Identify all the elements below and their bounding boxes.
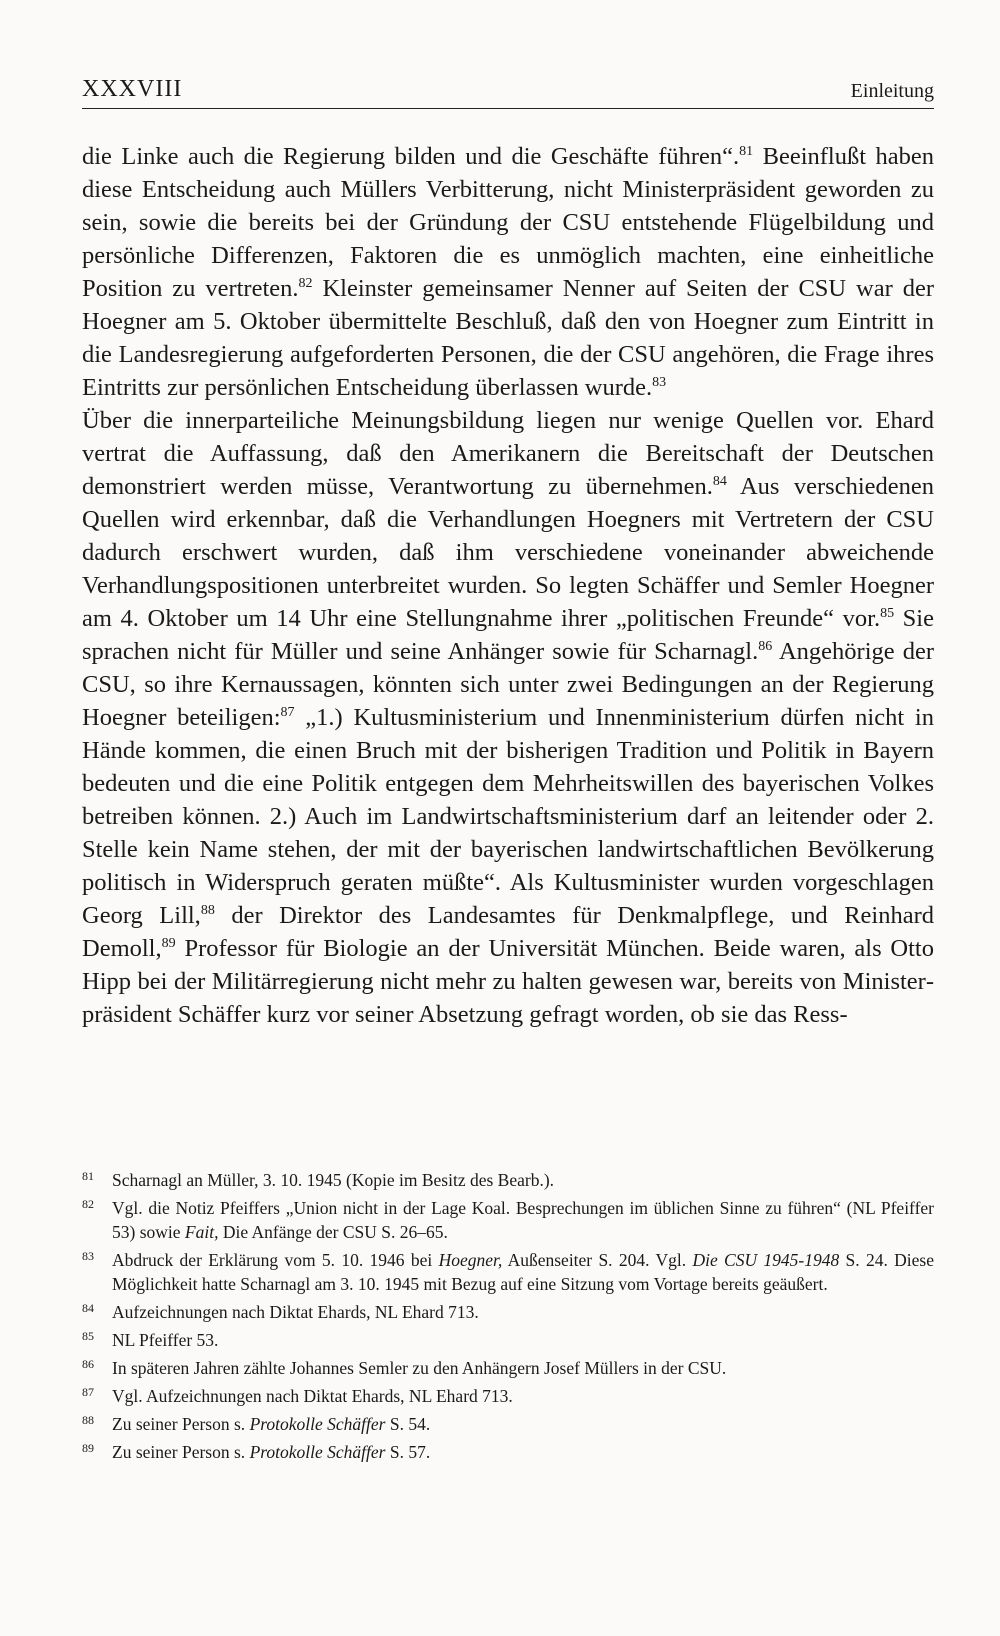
text-run: Aus verschiedenen Quellen wird erkennbar, daß die Verhandlungen Hoegners mit Vertretern der CSU dadurch erschwert wurden, daß ihm verschiedene voneinander abweichende Verhandlungspositionen unterbreitet wurden. So legten Schäffer und Semler Hoegner am 4. Oktober um 14 Uhr eine Stellungnahme ihrer „politischen Freunde“ vor. — [82, 473, 934, 632]
footnote — [82, 1384, 934, 1408]
text-run: Professor für Biologie an der Universität München. Beide waren, als Otto Hipp bei der Militärregierung nicht mehr zu halten gewesen war, bereits von Ministerpräsident Schäffer kurz vor seiner Absetzung gefragt worden, ob sie das Ress- — [82, 935, 934, 1028]
text-run: „1.) Kultusministerium und Innenministerium dürfen nicht in Hände kommen, die einen Bruch mit der bisherigen Tradition und Politik in Bayern bedeuten und die eine Politik entgegen dem Mehrheitswillen des bayerischen Volkes betreiben können. 2.) Auch im Landwirtschaftsministerium darf an leitender oder 2. Stelle kein Name stehen, der mit der bayerischen landwirtschaftlichen Bevölkerung politisch in Widerspruch geraten müßte“. Als Kultusminister wurden vorgeschlagen Georg Lill, — [82, 704, 934, 929]
footnote-text: Scharnagl an Müller, 3. 10. 1945 (Kopie im Besitz des Bearb.). — [112, 1170, 555, 1190]
text-run: S. 54. — [385, 1414, 431, 1434]
footnote-number: 88 — [82, 1413, 94, 1427]
text-run: Vgl. die Notiz Pfeiffers „Union nicht in der Lage Koal. Besprechungen im üblichen Sinne zu führen“ (NL Pfeiffer 53) sowie — [112, 1198, 934, 1242]
body-text — [82, 140, 934, 1031]
section-title: Einleitung — [850, 80, 934, 102]
text-run: Beeinflußt haben diese Entscheidung auch Müllers Verbitterung, nicht Ministerpräsident geworden zu sein, sowie die bereits bei der Gründung der CSU entstehende Flügelbildung und persönliche Differenzen, Faktoren die es unmöglich machten, eine einheitliche Position zu vertreten. — [82, 143, 934, 302]
footnote-text — [112, 1412, 934, 1436]
running-header — [82, 72, 934, 109]
text-run: Kleinster gemeinsamer Nenner auf Seiten der CSU war der Hoegner am 5. Oktober übermittelte Beschluß, daß den von Hoegner zum Eintritt in die Landesregierung aufgeforderten Personen, die der CSU angehören, die Frage ihres Eintritts zur persönlichen Entscheidung überlassen wurde. — [82, 275, 934, 401]
footnote-number: 89 — [82, 1441, 94, 1455]
text-run: Außenseiter S. 204. Vgl. — [502, 1250, 693, 1270]
footnote-text: NL Pfeiffer 53. — [112, 1330, 219, 1350]
text-run: Angehörige der CSU, so ihre Kernaussagen, könnten sich unter zwei Bedingungen an der Regierung Hoegner beteiligen: — [82, 638, 934, 731]
footnote-text — [112, 1196, 934, 1244]
footnote-number: 85 — [82, 1329, 94, 1343]
title-italic: Die CSU 1945-1948 — [692, 1250, 840, 1270]
title-italic: Protokolle Schäffer — [249, 1414, 386, 1434]
text-run: S. 57. — [385, 1442, 431, 1462]
footnote — [82, 1196, 934, 1244]
footnote-ref: 87 — [280, 704, 295, 720]
footnote — [82, 1328, 934, 1352]
footnote-number: 81 — [82, 1169, 94, 1183]
paragraph — [82, 140, 934, 404]
footnote — [82, 1300, 934, 1324]
footnote-number: 86 — [82, 1357, 94, 1371]
footnote-text: Vgl. Aufzeichnungen nach Diktat Ehards, NL Ehard 713. — [112, 1386, 513, 1406]
text-run: Abdruck der Erklärung vom 5. 10. 1946 bei — [112, 1250, 439, 1270]
footnote-ref: 83 — [652, 374, 667, 390]
author-italic: Hoegner, — [438, 1250, 503, 1270]
footnote — [82, 1168, 934, 1192]
footnote — [82, 1356, 934, 1380]
footnote-text — [112, 1248, 934, 1296]
page-number: XXXVIII — [82, 76, 183, 102]
title-italic: Protokolle Schäffer — [249, 1442, 386, 1462]
footnote-ref: 89 — [161, 935, 176, 951]
text-run: die Linke auch die Regierung bilden und die Geschäfte führen“. — [82, 143, 740, 170]
footnote-number: 83 — [82, 1249, 94, 1263]
paragraph — [82, 404, 934, 1031]
footnote-text: Aufzeichnungen nach Diktat Ehards, NL Ehard 713. — [112, 1302, 479, 1322]
text-run: Die Anfänge der CSU S. 26–65. — [218, 1222, 448, 1242]
footnote-text: In späteren Jahren zählte Johannes Semler zu den Anhängern Josef Müllers in der CSU. — [112, 1358, 727, 1378]
footnote-number: 87 — [82, 1385, 94, 1399]
text-run: S. 24. Diese Möglichkeit hatte Scharnagl am 3. 10. 1945 mit Bezug auf eine Sitzung vom Vortage bereits geäußert. — [112, 1250, 935, 1294]
text-run: Sie sprachen nicht für Müller und seine Anhänger sowie für Scharnagl. — [82, 605, 934, 665]
footnote-ref: 86 — [758, 638, 773, 654]
footnote-ref: 84 — [712, 473, 727, 489]
text-run: Zu seiner Person s. — [112, 1442, 250, 1462]
footnote-ref: 88 — [200, 902, 215, 918]
footnote-ref: 81 — [739, 143, 754, 159]
footnote — [82, 1412, 934, 1436]
footnote-ref: 82 — [298, 275, 313, 291]
text-run: Zu seiner Person s. — [112, 1414, 250, 1434]
footnote-text — [112, 1440, 934, 1464]
document-page — [82, 0, 934, 1636]
footnote-number: 82 — [82, 1197, 94, 1211]
text-run: Über die innerparteiliche Meinungsbildung liegen nur wenige Quellen vor. Ehard vertrat die Auffassung, daß den Amerikanern die Bereitschaft der Deutschen demonstriert werden müsse, Verantwortung zu übernehmen. — [82, 407, 934, 500]
footnotes — [82, 1168, 934, 1468]
footnote — [82, 1248, 934, 1296]
author-italic: Fait, — [184, 1222, 219, 1242]
footnote — [82, 1440, 934, 1464]
footnote-ref: 85 — [880, 605, 895, 621]
footnote-number: 84 — [82, 1301, 94, 1315]
text-run: der Direktor des Landesamtes für Denkmalpflege, und Reinhard Demoll, — [82, 902, 934, 962]
